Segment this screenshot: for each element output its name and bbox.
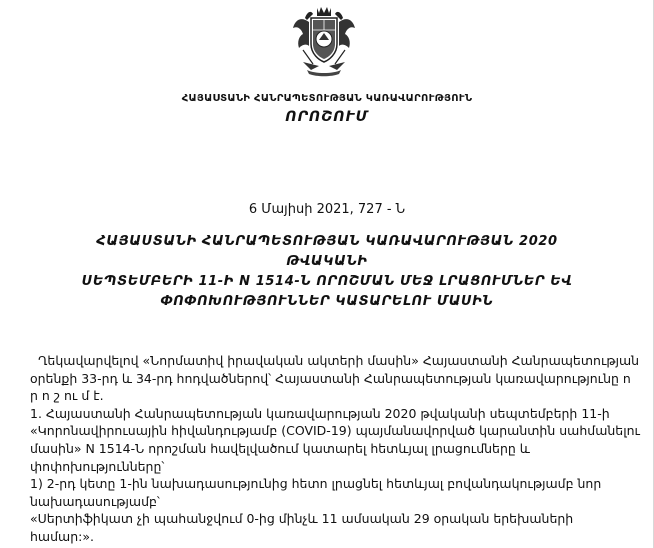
document-type: ՈՐՈՇՈՒՄ: [285, 109, 369, 125]
government-name: ՀԱՅԱՍՏԱՆԻ ՀԱՆՐԱՊԵՏՈՒԹՅԱՆ ԿԱՌԱՎԱՐՈՒԹՅՈՒՆ: [181, 93, 473, 104]
coat-of-arms-icon: [289, 4, 359, 78]
title-line: ՓՈՓՈԽՈՒԹՅՈՒՆՆԵՐ ԿԱՏԱՐԵԼՈՒ ՄԱՍԻՆ: [160, 294, 494, 309]
preamble-paragraph: Ղեկավարվելով «Նորմատիվ իրավական ակտերի մասին» Հայաստանի Հանրապետության օրենքի 33-րդ և 34-րդ հոդվածներով՝ Հայաստանի Հանրապետության կառավարությունը ո ր ո շ ու մ է.: [30, 353, 640, 404]
paragraph-1: 1. Հայաստանի Հանրապետության կառավարության 2020 թվականի սեպտեմբերի 11-ի «Կորոնավիրուսային հիվանդությամբ (COVID-19) պայմանավորված կարանտին սահմանելու մասին» N 1514-Ն որոշման հավելվածում կատարել հետևյալ լրացումները և փոփոխությունները՝: [30, 405, 640, 474]
title-line: ՍԵՊՏԵՄԲԵՐԻ 11-Ի N 1514-Ն ՈՐՈՇՄԱՆ ՄԵՋ ԼՐԱՑՈՒՄՆԵՐ ԵՎ: [81, 274, 573, 289]
subparagraph-1: 1) 2-րդ կետը 1-ին նախադասությունից հետո լրացնել հետևյալ բովանդակությամբ նոր նախադասությամբ՝: [30, 476, 602, 509]
document-title: [60, 232, 594, 312]
document-body: [30, 352, 640, 546]
quoted-sentence: «Սերտիֆիկատ չի պահանջվում 0-ից մինչև 11 ամսական 29 օրական երեխաների համար:».: [30, 511, 574, 544]
title-line: ՀԱՅԱՍՏԱՆԻ ՀԱՆՐԱՊԵՏՈՒԹՅԱՆ ԿԱՌԱՎԱՐՈՒԹՅԱՆ 2020 ԹՎԱԿԱՆԻ: [96, 234, 558, 269]
document-date-number: 6 Մայիսի 2021, 727 - Ն: [248, 202, 406, 217]
